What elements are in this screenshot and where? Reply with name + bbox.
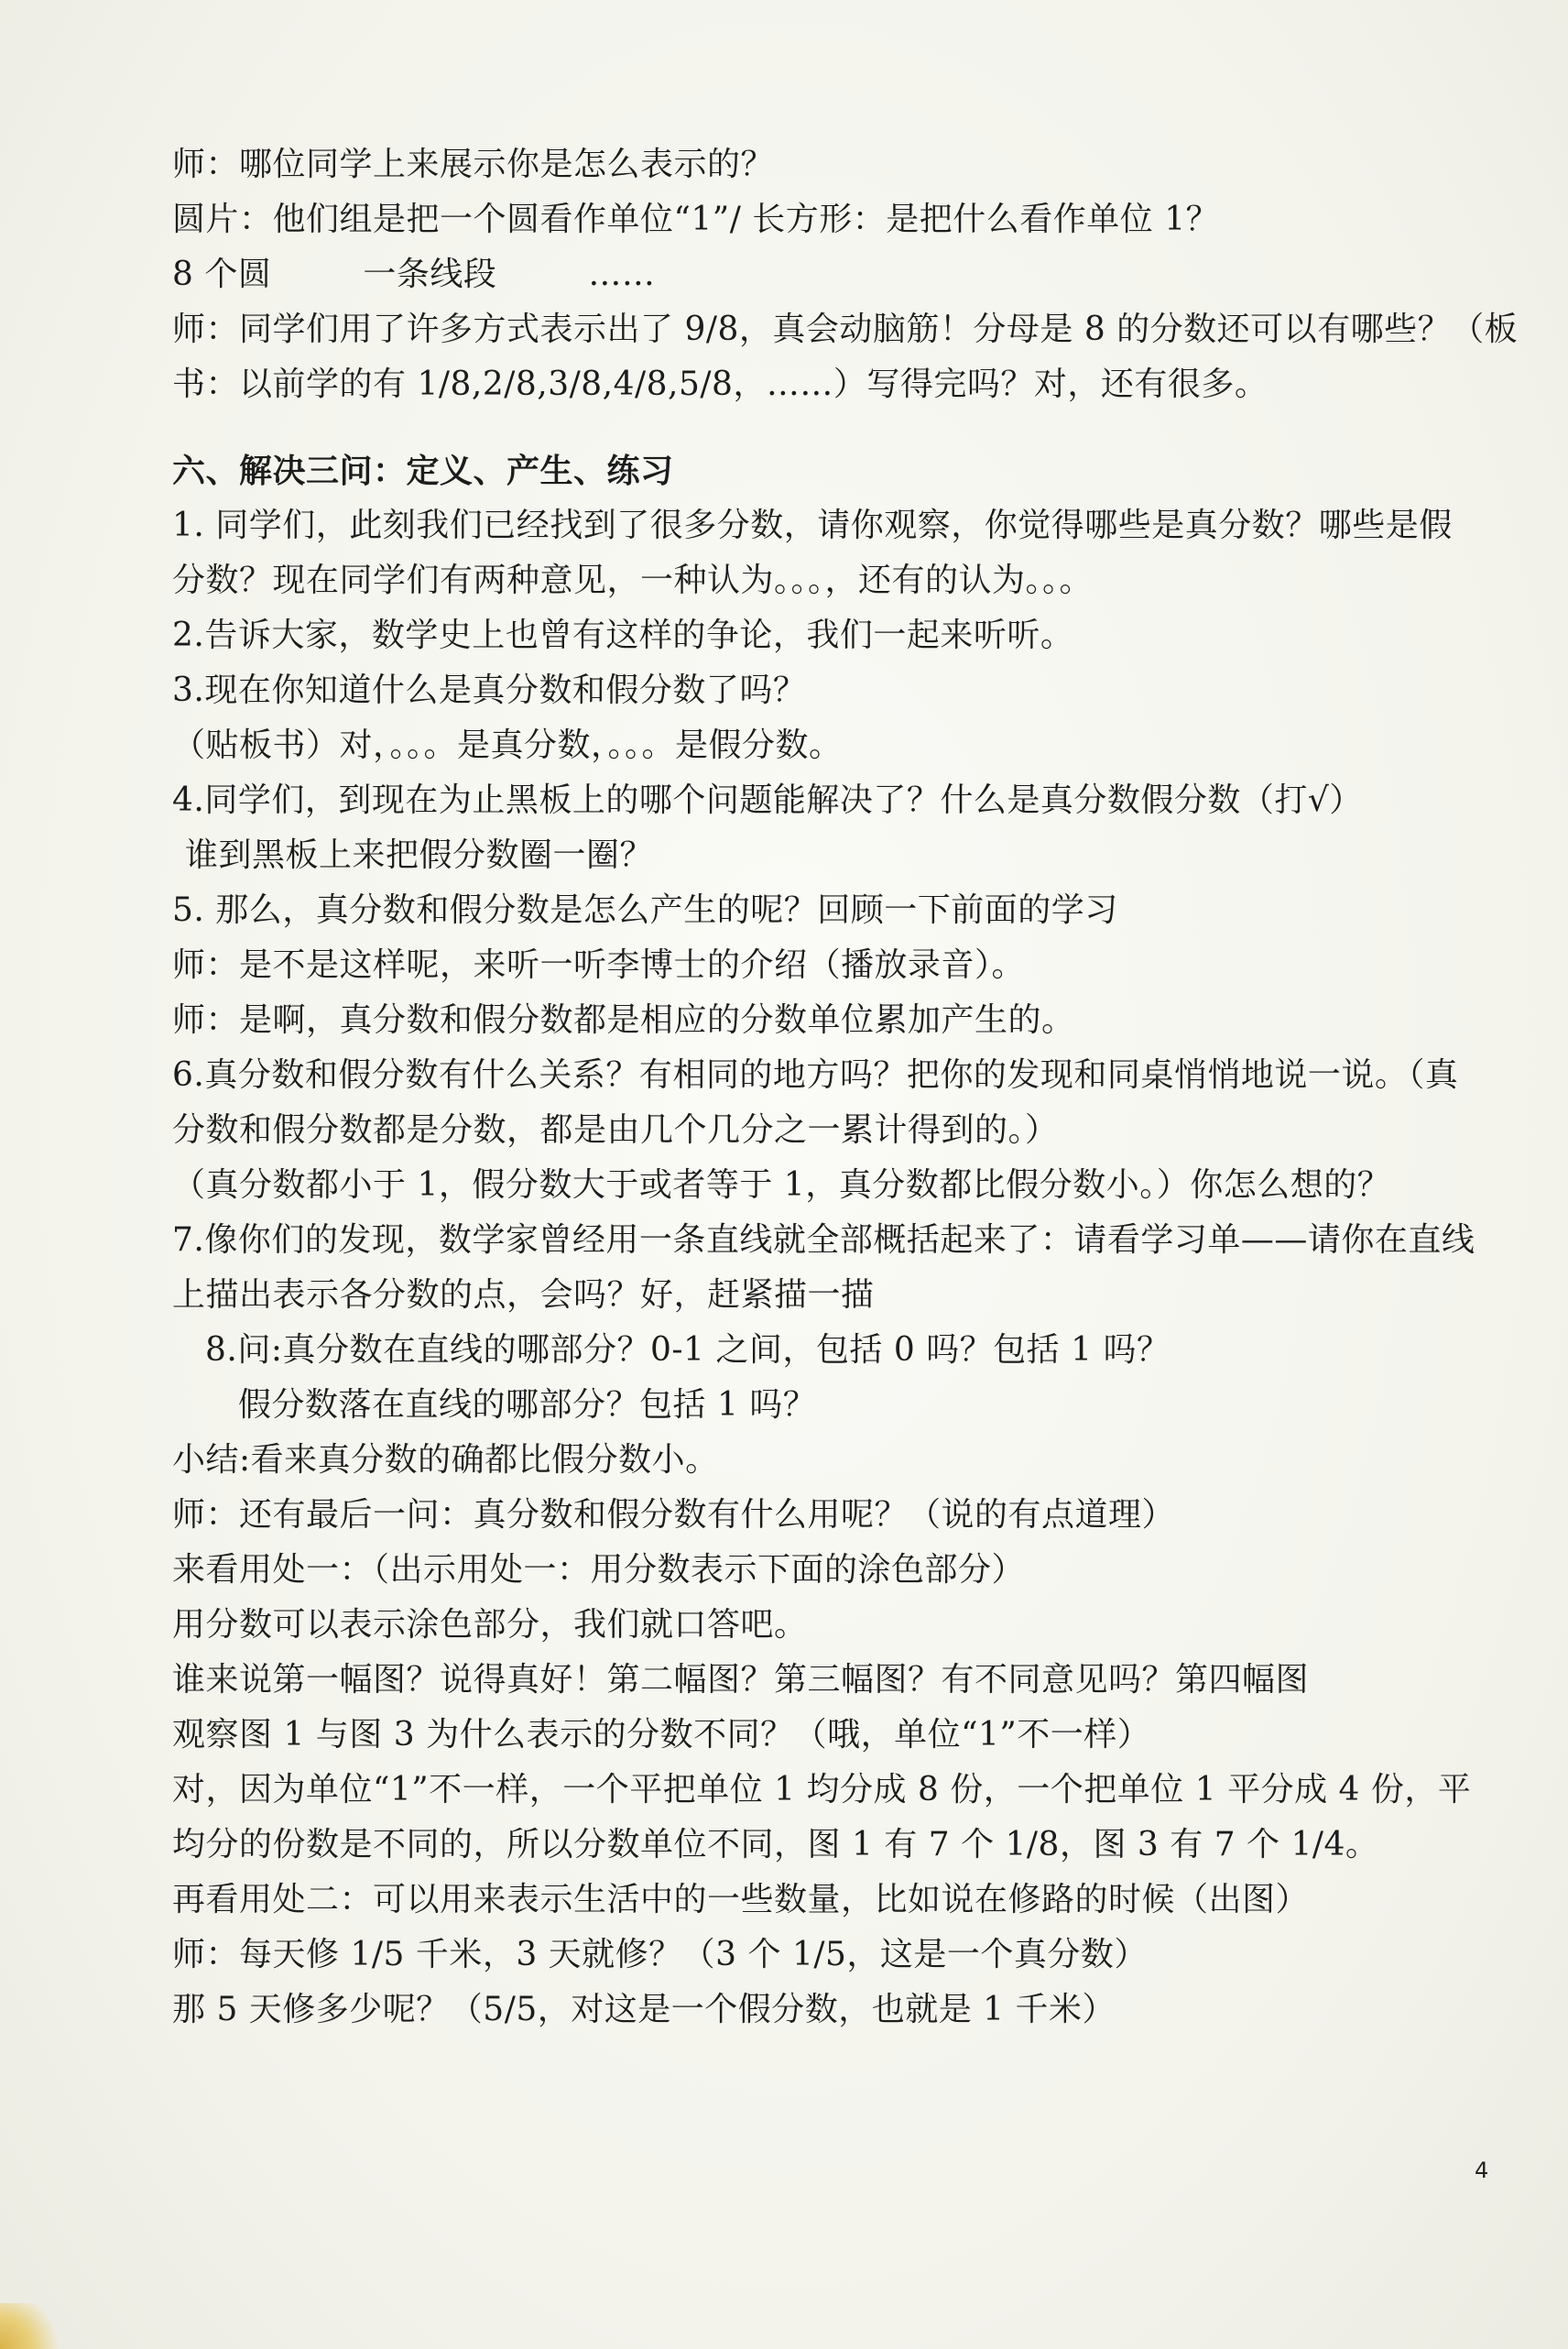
text-line: 再看用处二：可以用来表示生活中的一些数量，比如说在修路的时候（出图）: [172, 1881, 1310, 1918]
spacer: [172, 412, 1537, 443]
text-line: （真分数都小于 1，假分数大于或者等于 1，真分数都比假分数小。）你怎么想的？: [172, 1166, 1391, 1204]
text-line: 均分的份数是不同的，所以分数单位不同，图 1 有 7 个 1/8，图 3 有 7 个 1/4。: [172, 1826, 1379, 1863]
text-line: 师：是不是这样呢，来听一听李博士的介绍（播放录音）。: [172, 946, 1026, 984]
text-line: 圆片：他们组是把一个圆看作单位“1”/ 长方形：是把什么看作单位 1？: [172, 201, 1220, 238]
text-line: （贴板书）对，。。。是真分数，。。。是假分数。: [172, 727, 843, 764]
text-line: 师：是啊，真分数和假分数都是相应的分数单位累加产生的。: [172, 1001, 1075, 1039]
text-line: 师：每天修 1/5 千米，3 天就修？（3 个 1/5，这是一个真分数）: [172, 1936, 1148, 1973]
text-line: 假分数落在直线的哪部分？包括 1 吗？: [238, 1386, 817, 1424]
text-line: 谁来说第一幅图？说得真好！第二幅图？第三幅图？有不同意见吗？第四幅图: [172, 1661, 1310, 1699]
text-line: 师：还有最后一问：真分数和假分数有什么用呢？（说的有点道理）: [172, 1496, 1176, 1534]
page-number: 4: [1475, 2158, 1489, 2183]
text-line: 师：同学们用了许多方式表示出了 9/8，真会动脑筋！分母是 8 的分数还可以有哪些？（板: [172, 311, 1519, 348]
example-segment: 一条线段: [363, 256, 497, 293]
text-line: 小结:看来真分数的确都比假分数小。: [172, 1441, 719, 1479]
text-line: 那 5 天修多少呢？（5/5，对这是一个假分数，也就是 1 千米）: [172, 1991, 1116, 2028]
text-line: 师：哪位同学上来展示你是怎么表示的？: [172, 146, 775, 183]
text-line: 1. 同学们，此刻我们已经找到了很多分数，请你观察，你觉得哪些是真分数？哪些是假: [172, 507, 1453, 544]
text-line: 分数？现在同学们有两种意见，一种认为。。。，还有的认为。。。: [172, 562, 1094, 599]
text-line: 对，因为单位“1”不一样，一个平把单位 1 均分成 8 份，一个把单位 1 平分成 4 份，平: [172, 1771, 1472, 1808]
section-heading: 六、解决三问：定义、产生、练习: [172, 452, 674, 490]
text-line: 8.问:真分数在直线的哪部分？0-1 之间，包括 0 吗？包括 1 吗？: [205, 1331, 1171, 1369]
examples-row: [172, 247, 1537, 302]
text-line: 书：以前学的有 1/8,2/8,3/8,4/8,5/8，……）写得完吗？对，还有很多。: [172, 366, 1269, 403]
text-line: 4.同学们，到现在为止黑板上的哪个问题能解决了？什么是真分数假分数（打√）: [172, 781, 1363, 819]
lesson-plan-text: [172, 137, 1537, 2038]
example-circles: 8 个圆: [172, 256, 272, 293]
text-line: 上描出表示各分数的点，会吗？好，赶紧描一描: [172, 1276, 875, 1314]
text-line: 来看用处一：（出示用处一：用分数表示下面的涂色部分）: [172, 1551, 1026, 1589]
text-line: 6.真分数和假分数有什么关系？有相同的地方吗？把你的发现和同桌悄悄地说一说。（真: [172, 1056, 1459, 1094]
text-line: 7.像你们的发现，数学家曾经用一条直线就全部概括起来了：请看学习单——请你在直线: [172, 1221, 1475, 1259]
text-line: 谁到黑板上来把假分数圈一圈？: [185, 836, 654, 874]
example-ellipsis: ……: [588, 256, 656, 293]
text-line: 5. 那么，真分数和假分数是怎么产生的呢？回顾一下前面的学习: [172, 891, 1118, 929]
page-corner-stain: [0, 2303, 64, 2349]
text-line: 用分数可以表示涂色部分，我们就口答吧。: [172, 1606, 808, 1644]
text-line: 3.现在你知道什么是真分数和假分数了吗？: [172, 672, 807, 709]
text-line: 分数和假分数都是分数，都是由几个几分之一累计得到的。）: [172, 1111, 1059, 1149]
text-line: 观察图 1 与图 3 为什么表示的分数不同？（哦，单位“1”不一样）: [172, 1716, 1151, 1754]
text-line: 2.告诉大家，数学史上也曾有这样的争论，我们一起来听听。: [172, 617, 1074, 654]
